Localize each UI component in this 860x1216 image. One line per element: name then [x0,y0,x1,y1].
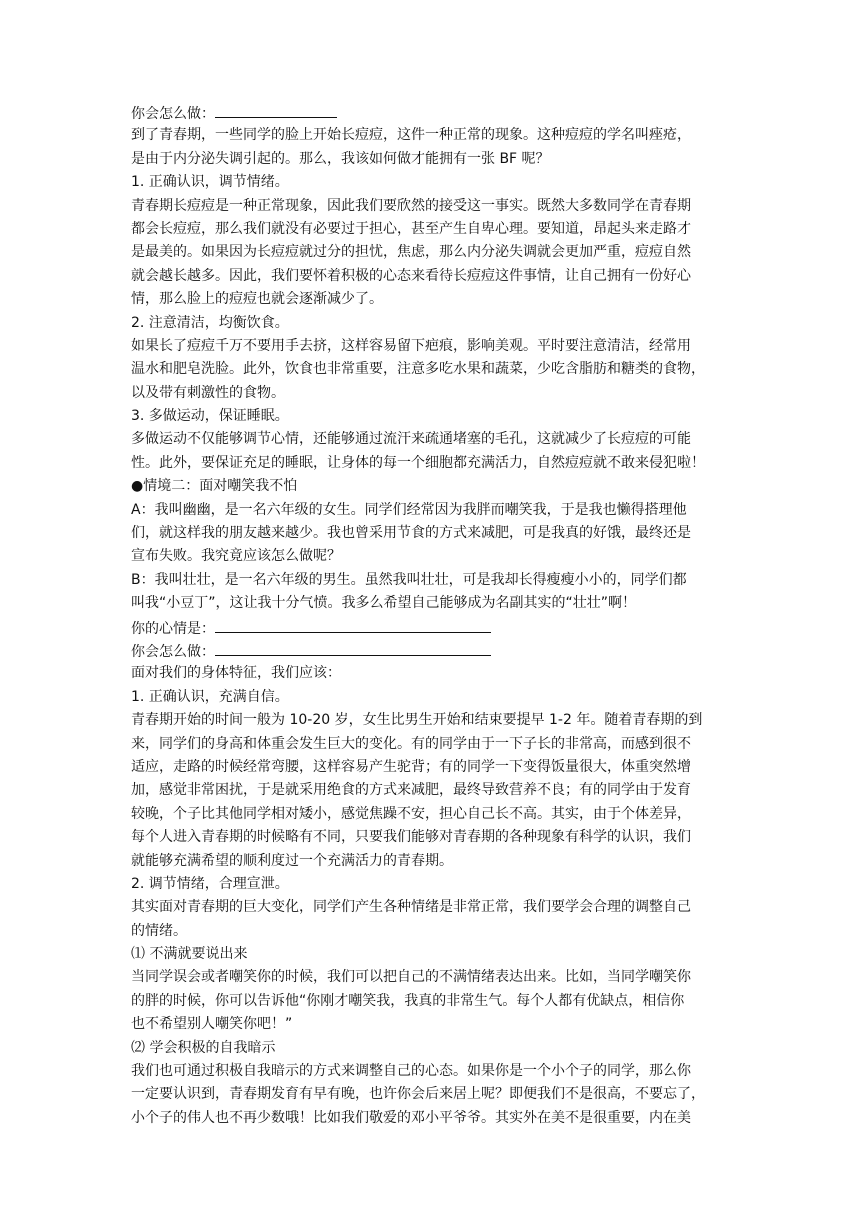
paragraph-line: 就会越长越多。因此，我们要怀着积极的心态来看待长痘痘这件事情，让自己拥有一份好心 [131,267,691,284]
section-heading: 2. 调节情绪，合理宣泄。 [131,875,289,892]
paragraph-line: 多做运动不仅能够调节心情，还能够通过流汗来疏通堵塞的毛孔，这就减少了长痘痘的可能 [131,431,691,448]
document-page [131,101,739,1130]
paragraph-line: 加，感觉非常困扰，于是就采用绝食的方式来减肥，最终导致营养不良；有的同学由于发育 [131,782,691,799]
paragraph-line: 较晚，个子比其他同学相对矮小，感觉焦躁不安，担心自己长不高。其实，由于个体差异， [131,805,691,822]
do-label: 你会怎么做： [131,643,215,660]
paragraph-line: 以及带有刺激性的食物。 [131,384,285,401]
question-line [131,616,739,639]
subsection-heading: ⑵ 学会积极的自我暗示 [131,1039,276,1056]
paragraph-line: A：我叫幽幽，是一名六年级的女生。同学们经常因为我胖而嘲笑我，于是我也懒得搭理他 [131,501,687,518]
question-label: 你会怎么做： [131,106,215,122]
paragraph-line: 的情绪。 [131,922,187,939]
scenario-heading: ●情境二：面对嘲笑我不怕 [131,478,298,495]
paragraph-line: 来，同学们的身高和体重会发生巨大的变化。有的同学由于一下子长的非常高，而感到很不 [131,735,691,752]
paragraph-line: 当同学误会或者嘲笑你的时候，我们可以把自己的不满情绪表达出来。比如，当同学嘲笑你 [131,969,691,986]
paragraph-line: 叫我“小豆丁”，这让我十分气愤。我多么希望自己能够成为名副其实的“壮壮”啊！ [131,595,637,612]
do-blank[interactable] [215,639,491,656]
question-line [131,639,739,662]
mood-blank[interactable] [215,616,491,633]
paragraph-line: 就能够充满希望的顺利度过一个充满活力的青春期。 [131,852,453,869]
paragraph-line: 青春期长痘痘是一种正常现象，因此我们要欣然的接受这一事实。既然大多数同学在青春期 [131,197,691,214]
paragraph-line: 都会长痘痘，那么我们就没有必要过于担心，甚至产生自卑心理。要知道，昂起头来走路才 [131,220,691,237]
paragraph-line: 也不希望别人嘲笑你吧！” [131,1016,293,1033]
paragraph-line: 是最美的。如果因为长痘痘就过分的担忧，焦虑，那么内分泌失调就会更加严重，痘痘自然 [131,244,691,261]
paragraph-line: 一定要认识到，青春期发育有早有晚，也许你会后来居上呢？即便我们不是很高，不要忘了， [131,1086,705,1103]
paragraph-line: B：我叫壮壮，是一名六年级的男生。虽然我叫壮壮，可是我却长得瘦瘦小小的，同学们都 [131,571,687,588]
paragraph-line: 我们也可通过积极自我暗示的方式来调整自己的心态。如果你是一个小个子的同学，那么你 [131,1063,691,1080]
answer-blank[interactable] [215,101,337,118]
paragraph-line: 其实面对青春期的巨大变化，同学们产生各种情绪是非常正常，我们要学会合理的调整自己 [131,899,691,916]
paragraph-line: 适应，走路的时候经常弯腰，这样容易产生驼背；有的同学一下变得饭量很大，体重突然增 [131,758,691,775]
section-heading: 1. 正确认识，调节情绪。 [131,174,289,191]
section-heading: 2. 注意清洁，均衡饮食。 [131,314,289,331]
paragraph-line: 宣布失败。我究竟应该怎么做呢？ [131,548,341,565]
paragraph-line: 性。此外，要保证充足的睡眠，让身体的每一个细胞都充满活力，自然痘痘就不敢来侵犯啦！ [131,454,705,471]
mood-label: 你的心情是： [131,620,215,637]
paragraph-line: 是由于内分泌失调引起的。那么，我该如何做才能拥有一张 BF 呢？ [131,150,550,167]
paragraph-line: 小个子的伟人也不再少数哦！比如我们敬爱的邓小平爷爷。其实外在美不是很重要，内在美 [131,1109,691,1126]
question-line [131,101,739,124]
section-heading: 3. 多做运动，保证睡眠。 [131,408,289,425]
paragraph-line: 的胖的时候，你可以告诉他“你刚才嘲笑我，我真的非常生气。每个人都有优缺点，相信你 [131,992,685,1009]
paragraph-line: 面对我们的身体特征，我们应该： [131,665,341,682]
paragraph-line: 到了青春期，一些同学的脸上开始长痘痘，这件一种正常的现象。这种痘痘的学名叫痤疮， [131,127,691,144]
paragraph-line: 情，那么脸上的痘痘也就会逐渐减少了。 [131,291,383,308]
paragraph-line: 青春期开始的时间一般为 10-20 岁，女生比男生开始和结束要提早 1-2 年。随着青春期的到 [131,712,703,729]
paragraph-line: 如果长了痘痘千万不要用手去挤，这样容易留下疤痕，影响美观。平时要注意清洁，经常用 [131,337,691,354]
paragraph-line: 们，就这样我的朋友越来越少。我也曾采用节食的方式来减肥，可是我真的好饿，最终还是 [131,525,691,542]
paragraph-line: 温水和肥皂洗脸。此外，饮食也非常重要，注意多吃水果和蔬菜，少吃含脂肪和糖类的食物， [131,361,705,378]
paragraph-line: 每个人进入青春期的时候略有不同，只要我们能够对青春期的各种现象有科学的认识，我们 [131,829,691,846]
subsection-heading: ⑴ 不满就要说出来 [131,946,248,963]
section-heading: 1. 正确认识，充满自信。 [131,688,289,705]
